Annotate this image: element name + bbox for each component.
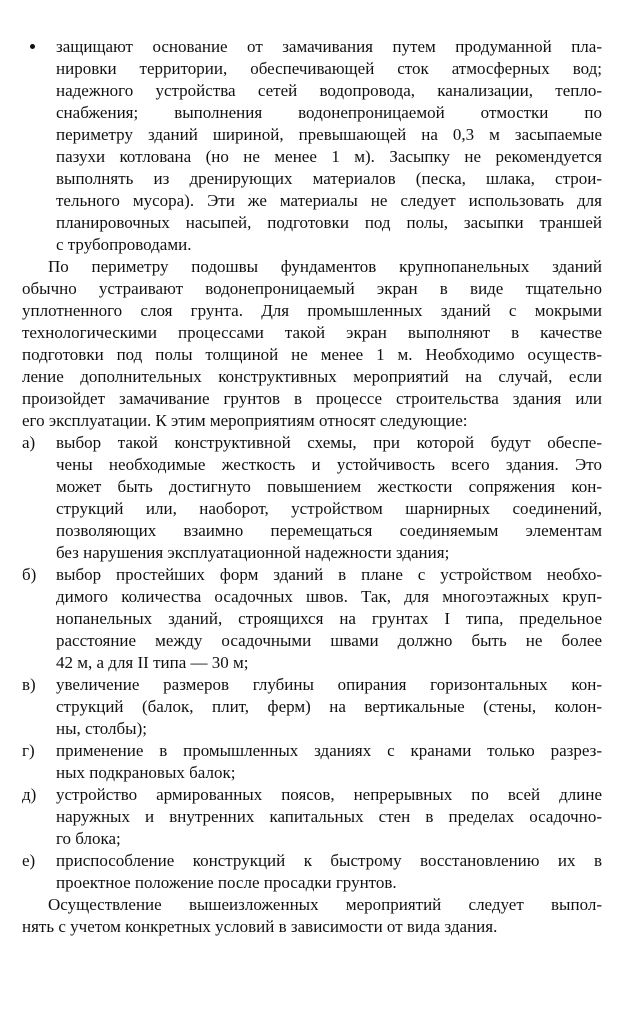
text-line: наружных и внутренних капитальных стен в пределах осадочно-	[56, 807, 602, 826]
text-line: выбор такой конструктивной схемы, при которой будут обеспе-	[56, 433, 602, 452]
list-marker: в)	[22, 675, 36, 694]
text-line: подготовки под полы толщиной не менее 1 м. Необходимо осуществ-	[22, 345, 602, 364]
text-line: применение в промышленных зданиях с кранами только разрез-	[56, 741, 602, 760]
text-line: нять с учетом конкретных условий в зависимости от вида здания.	[22, 917, 498, 936]
list-item-text	[56, 850, 602, 894]
list-item	[22, 740, 602, 784]
list-item	[22, 784, 602, 850]
text-line: защищают основание от замачивания путем продуманной пла-	[56, 37, 602, 56]
text-line: проектное положение после просадки грунтов.	[56, 873, 397, 892]
text-line: нировки территории, обеспечивающей сток атмосферных вод;	[56, 59, 602, 78]
text-line: струкций или, наоборот, устройством шарнирных соединений,	[56, 499, 602, 518]
text-line: с трубопроводами.	[56, 235, 192, 254]
list-item-text	[56, 432, 602, 564]
text-line: Осуществление вышеизложенных мероприятий следует выпол-	[48, 895, 602, 914]
text-line: струкций (балок, плит, ферм) на вертикальные (стены, колон-	[56, 697, 602, 716]
text-line: его эксплуатации. К этим мероприятиям относят следующие:	[22, 411, 468, 430]
text-line: выполнять из дренирующих материалов (песка, шлака, строи-	[56, 169, 602, 188]
text-line: ны, столбы);	[56, 719, 147, 738]
document-page	[22, 36, 602, 938]
text-line: позволяющих взаимно перемещаться соединяемым элементам	[56, 521, 602, 540]
list-marker: г)	[22, 741, 35, 760]
text-line: обычно устраивают водонепроницаемый экран в виде тщательно	[22, 279, 602, 298]
list-item-text	[56, 564, 602, 674]
text-line: ление дополнительных конструктивных мероприятий на случай, если	[22, 367, 602, 386]
list-item	[22, 850, 602, 894]
text-line: димого количества осадочных швов. Так, для многоэтажных круп-	[56, 587, 602, 606]
list-marker: а)	[22, 433, 36, 452]
text-line: технологическими процессами такой экран выполняют в качестве	[22, 323, 602, 342]
intro-bullet-text	[56, 36, 602, 256]
intro-bullet-item	[22, 36, 602, 256]
list-marker: е)	[22, 851, 36, 870]
list-marker: д)	[22, 785, 37, 804]
text-line: уплотненного слоя грунта. Для промышленных зданий с мокрыми	[22, 301, 602, 320]
text-line: тельного мусора). Эти же материалы не следует использовать для	[56, 191, 602, 210]
text-line: произойдет замачивание грунтов в процессе строительства здания или	[22, 389, 602, 408]
text-line: планировочных насыпей, подготовки под полы, засыпки траншей	[56, 213, 602, 232]
text-line: нопанельных зданий, строящихся на грунтах I типа, предельное	[56, 609, 602, 628]
text-line: пазухи котлована (но не менее 1 м). Засыпку не рекомендуется	[56, 147, 602, 166]
list-item	[22, 674, 602, 740]
list-item-text	[56, 784, 602, 850]
paragraph	[22, 894, 602, 938]
text-line: ных подкрановых балок;	[56, 763, 236, 782]
text-line: снабжения; выполнения водонепроницаемой отмостки по	[56, 103, 602, 122]
bullet-dot	[30, 44, 35, 49]
list-item	[22, 564, 602, 674]
text-line: 42 м, а для II типа — 30 м;	[56, 653, 249, 672]
text-line: расстояние между осадочными швами должно быть не более	[56, 631, 602, 650]
text-line: чены необходимые жесткость и устойчивость всего здания. Это	[56, 455, 602, 474]
list-marker: б)	[22, 565, 37, 584]
text-line: надежного устройства сетей водопровода, канализации, тепло-	[56, 81, 602, 100]
text-line: По периметру подошвы фундаментов крупнопанельных зданий	[48, 257, 602, 276]
text-line: увеличение размеров глубины опирания горизонтальных кон-	[56, 675, 602, 694]
text-line: приспособление конструкций к быстрому восстановлению их в	[56, 851, 602, 870]
text-line: выбор простейших форм зданий в плане с устройством необхо-	[56, 565, 602, 584]
list-item-text	[56, 674, 602, 740]
list-item	[22, 432, 602, 564]
text-line: устройство армированных поясов, непрерывных по всей длине	[56, 785, 602, 804]
text-line: без нарушения эксплуатационной надежности здания;	[56, 543, 450, 562]
text-line: периметру зданий шириной, превышающей на 0,3 м засыпаемые	[56, 125, 602, 144]
paragraph	[22, 256, 602, 432]
text-line: го блока;	[56, 829, 121, 848]
list-item-text	[56, 740, 602, 784]
text-line: может быть достигнуто повышением жесткости сопряжения кон-	[56, 477, 602, 496]
